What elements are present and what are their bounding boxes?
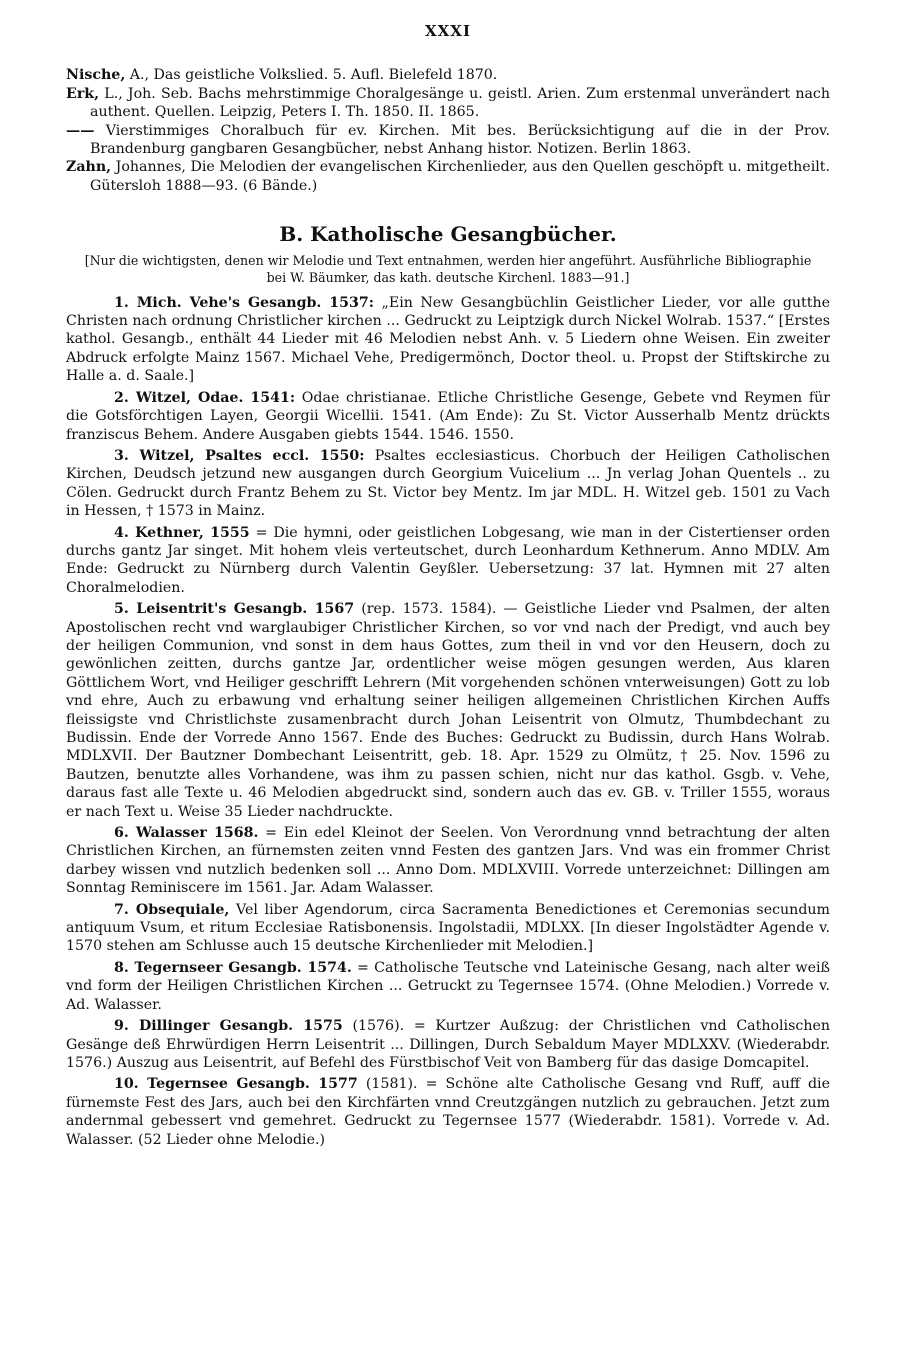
entry-item [66,447,830,521]
entry-item [66,524,830,598]
entry-item [66,959,830,1014]
entry-text: „Ein New Gesangbüchlin Geistlicher Lieder, vor alle gutthe Christen nach ordnung Christlicher kirchen ... Gedruckt zu Leiptzigk durch Nickel Wolrab. 1537.“ [Erstes kathol. Gesangb., enthält 44 Lieder mit 46 Melodien nebst Anh. v. 5 Liedern ohne Weisen. Ein zweiter Abdruck erfolgte Mainz 1567. Michael Vehe, Predigermönch, Doctor theol. u. Propst der Stiftskirche zu Halle a. d. Saale.] [66,294,830,385]
entry-head: 1. Mich. Vehe's Gesangb. 1537: [114,294,374,311]
entry-head: 5. Leisentrit's Gesangb. 1567 [114,601,355,618]
reference-item [66,85,830,122]
entry-item [66,600,830,821]
entry-head: 2. Witzel, Odae. 1541: [114,389,296,406]
entry-item [66,824,830,898]
reference-text: Vierstimmiges Choralbuch für ev. Kirchen. Mit bes. Berücksichtigung auf die in der Prov. Brandenburg gangbaren Gesangbücher, nebst Anhang histor. Notizen. Berlin 1863. [90,122,830,158]
entry-text: = Die hymni, oder geistlichen Lobgesang, wie man in der Cistertienser orden durchs gantz Jar singet. Mit hohem vleis verteutschet, durch Leonhardum Kethnerum. Anno MDLV. Am Ende: Gedruckt zu Nürnberg durch Valentin Geyßler. Uebersetzung: 37 lat. Hymnen mit 27 alten Choralmelodien. [66,524,830,596]
entry-text: (1581). = Schöne alte Catholische Gesang vnd Ruff, auff die fürnemste Fest des Jars, auch bei den Kirchfärten vnnd Creutzgängen nutzlich zu gebrauchen. Jetzt zum andernmal gebessert vnd gemehret. Gedruckt zu Tegernsee 1577 (Wiederabdr. 1581). Vorrede v. Ad. Walasser. (52 Lieder ohne Melodie.) [66,1076,830,1148]
entry-text: = Ein edel Kleinot der Seelen. Von Verordnung vnnd betrachtung der alten Christlichen Kirchen, an fürnemsten zeiten vnnd Festen des gantzen Jars. Vnd was ein frommer Christ darbey wissen vnd nutzlich bedenken soll ... Anno Dom. MDLXVIII. Vorrede unterzeichnet: Dillingen am Sonntag Reminiscere im 1561. Jar. Adam Walasser. [66,825,830,897]
entry-head: 8. Tegernseer Gesangb. 1574. [114,959,352,976]
entry-text: Odae christianae. Etliche Christliche Gesenge, Gebete vnd Reymen für die Gotsförchtigen Layen, Georgii Wicellii. 1541. (Am Ende): Zu St. Victor Ausserhalb Mentz drückts franziscus Behem. Andere Ausgaben giebts 1544. 1546. 1550. [66,389,830,443]
entry-text: (1576). = Kurtzer Außzug: der Christlichen vnd Catholischen Gesänge deß Ehrwürdigen Herrn Leisentrit ... Dillingen, Durch Sebaldum Mayer MDLXXV. (Wiederabdr. 1576.) Auszug aus Leisentrit, auf Befehl des Fürstbischof Veit von Bamberg für das dasige Domcapitel. [66,1018,830,1071]
entry-item [66,901,830,956]
reference-item [66,158,830,195]
entry-head: 9. Dillinger Gesangb. 1575 [114,1018,343,1035]
reference-author: Zahn, [66,159,112,176]
reference-text: Johannes, Die Melodien der evangelischen Kirchenlieder, aus den Quellen geschöpft u. mitgetheilt. Gütersloh 1888—93. (6 Bände.) [90,159,830,194]
entry-text: Vel liber Agendorum, circa Sacramenta Benedictiones et Ceremonias secundum antiquum Vsum, et ritum Ecclesiae Ratisbonensis. Ingolstadii, MDLXX. [In dieser Ingolstädter Agende v. 1570 stehen am Schlusse auch 15 deutsche Kirchenlieder mit Melodien.] [66,901,830,955]
section-heading: B. Katholische Gesangbücher. [279,222,617,247]
entry-text: Psaltes ecclesiasticus. Chorbuch der Heiligen Catholischen Kirchen, Deudsch jetzund new ausgangen durch Georgium Vuicelium ... Jn verlag Johan Quentels .. zu Cölen. Gedruckt durch Frantz Behem zu St. Victor bey Mentz. Im jar MDL. H. Witzel geb. 1501 zu Vach in Hessen, † 1573 in Mainz. [66,447,830,520]
entry-item [66,389,830,444]
entry-list [66,294,830,1149]
entry-item [66,294,830,386]
document-page [66,22,830,1152]
entry-head: 10. Tegernsee Gesangb. 1577 [114,1076,358,1093]
reference-text: A., Das geistliche Volkslied. 5. Aufl. Bielefeld 1870. [125,67,498,84]
section-note: [Nur die wichtigsten, denen wir Melodie und Text entnahmen, werden hier angeführt. Ausführliche Bibliographie bei W. Bäumker, das kath. deutsche Kirchenl. 1883—91.] [84,252,812,285]
page-number: XXXI [425,22,471,40]
entry-head: 7. Obsequiale, [114,901,230,918]
entry-item [66,1017,830,1072]
entry-text: = Catholische Teutsche vnd Lateinische Gesang, nach alter weiß vnd form der Heiligen Christlichen Kirchen ... Getruckt zu Tegernsee 1574. (Ohne Melodien.) Vorrede v. Ad. Walasser. [66,959,830,1013]
reference-list [66,66,830,195]
entry-head: 4. Kethner, 1555 [114,524,250,541]
reference-item [66,122,830,159]
entry-head: 6. Walasser 1568. [114,825,259,842]
reference-author: Nische, [66,67,126,84]
entry-text: (rep. 1573. 1584). — Geistliche Lieder vnd Psalmen, der alten Apostolischen recht vnd warglaubiger Christlicher Kirchen, so vor vnd nach der Predigt, vnd auch bey der heiligen Communion, vnd sonst in dem haus Gottes, zum theil in vnd vor den Heusern, doch zu gewönlichen zeitten, durchs gantze Jar, ordentlicher weise mögen gesungen werden, Aus klaren Göttlichem Wort, vnd Heiliger geschrifft Lehrern (Mit vorgehenden schönen vnterweisungen) Gott zu lob vnd ehre, Auch zu erbawung vnd erhaltung seiner heiligen allgemeinen Christlichen Kirchen Auffs fleissigste vnd Christlichste zusamenbracht durch Johan Leisentrit von Olmutz, Thumbdechant zu Budissin. Ende der Vorrede Anno 1567. Ende des Buches: Gedruckt zu Budissin, durch Hans Wolrab. MDLXVII. Der Bautzner Dombechant Leisentritt, geb. 18. Apr. 1529 zu Olmütz, † 25. Nov. 1596 zu Bautzen, benutzte alles Vorhandene, was ihm zu passen schien, nicht nur das kathol. Gsgb. v. Vehe, daraus fast alle Texte u. 46 Melodien abgedruckt sind, sondern auch das ev. GB. v. Triller 1555, woraus er nach Text u. Weise 35 Lieder nachdruckte. [66,601,830,820]
entry-item [66,1075,830,1149]
reference-text: L., Joh. Seb. Bachs mehrstimmige Choralgesänge u. geistl. Arien. Zum erstenmal unverändert nach authent. Quellen. Leipzig, Peters I. Th. 1850. II. 1865. [90,85,830,121]
reference-author: —— [66,122,95,139]
reference-item [66,66,830,84]
reference-author: Erk, [66,85,100,102]
entry-head: 3. Witzel, Psaltes eccl. 1550: [114,447,365,464]
